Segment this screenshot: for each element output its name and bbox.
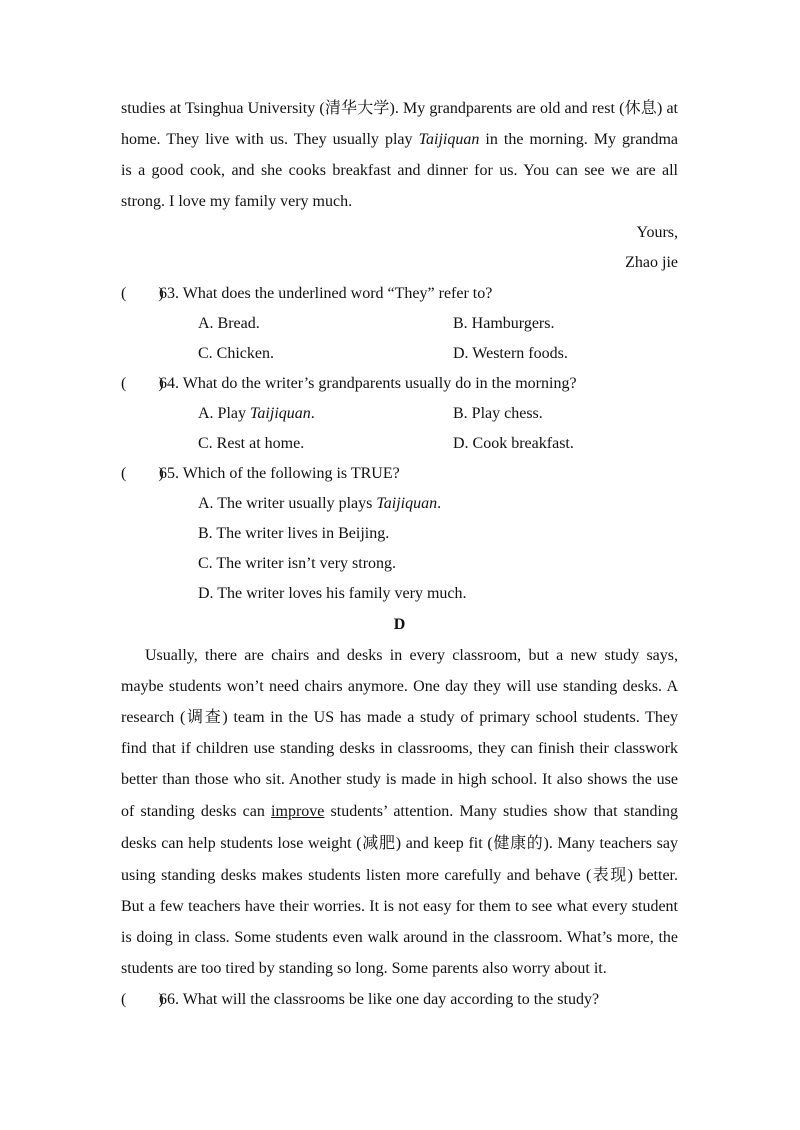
underlined-word: improve bbox=[271, 803, 325, 820]
answer-blank-64: ( ) bbox=[121, 375, 164, 392]
passage-c-line-3: is a good cook, and she cooks breakfast and dinner for us. You can see we are all bbox=[121, 162, 678, 179]
option-65-c: C. The writer isn’t very strong. bbox=[198, 555, 397, 572]
passage-d-line-8: using standing desks makes students listen more carefully and behave (表现) better. bbox=[121, 867, 678, 884]
option-64-c: C. Rest at home. bbox=[198, 435, 305, 452]
option-63-a: A. Bread. bbox=[198, 315, 260, 332]
passage-d-line-6: of standing desks can improve students’ attention. Many studies show that standing bbox=[121, 803, 678, 820]
passage-d-line-1: Usually, there are chairs and desks in every classroom, but a new study says, bbox=[145, 647, 678, 664]
question-64: 64. What do the writer’s grandparents usually do in the morning? bbox=[159, 375, 577, 392]
answer-blank-65: ( ) bbox=[121, 465, 164, 482]
passage-d-line-9: But a few teachers have their worries. It is not easy for them to see what every student bbox=[121, 898, 678, 915]
question-66: 66. What will the classrooms be like one day according to the study? bbox=[159, 991, 600, 1008]
passage-d-line-10: is doing in class. Some students even walk around in the classroom. What’s more, the bbox=[121, 929, 678, 946]
option-63-c: C. Chicken. bbox=[198, 345, 274, 362]
option-64-b: B. Play chess. bbox=[453, 405, 543, 422]
italic-word: Taijiquan bbox=[418, 131, 480, 148]
passage-d-line-4: find that if children use standing desks in classrooms, they can finish their classwork bbox=[121, 740, 678, 757]
option-64-a: A. Play Taijiquan. bbox=[198, 405, 315, 422]
option-65-b: B. The writer lives in Beijing. bbox=[198, 525, 390, 542]
option-64-d: D. Cook breakfast. bbox=[453, 435, 574, 452]
letter-signature: Zhao jie bbox=[625, 254, 678, 271]
answer-blank-66: ( ) bbox=[121, 991, 164, 1008]
question-63: 63. What does the underlined word “They” refer to? bbox=[159, 285, 493, 302]
passage-d-line-3: research (调查) team in the US has made a study of primary school students. They bbox=[121, 709, 678, 726]
passage-d-line-5: better than those who sit. Another study is made in high school. It also shows the use bbox=[121, 771, 678, 788]
passage-c-line-2: home. They live with us. They usually play Taijiquan in the morning. My grandma bbox=[121, 131, 678, 148]
letter-closing: Yours, bbox=[636, 224, 678, 241]
option-65-d: D. The writer loves his family very much. bbox=[198, 585, 467, 602]
passage-d-line-11: students are too tired by standing so long. Some parents also worry about it. bbox=[121, 960, 607, 977]
passage-c-line-1: studies at Tsinghua University (清华大学). My grandparents are old and rest (休息) at bbox=[121, 100, 678, 117]
option-63-d: D. Western foods. bbox=[453, 345, 568, 362]
passage-d-line-2: maybe students won’t need chairs anymore. One day they will use standing desks. A bbox=[121, 678, 678, 695]
passage-c-line-4: strong. I love my family very much. bbox=[121, 193, 353, 210]
answer-blank-63: ( ) bbox=[121, 285, 164, 302]
option-65-a: A. The writer usually plays Taijiquan. bbox=[198, 495, 442, 512]
passage-d-line-7: desks can help students lose weight (减肥) and keep fit (健康的). Many teachers say bbox=[121, 835, 678, 852]
question-65: 65. Which of the following is TRUE? bbox=[159, 465, 400, 482]
section-heading-d: D bbox=[393, 616, 406, 633]
option-63-b: B. Hamburgers. bbox=[453, 315, 555, 332]
